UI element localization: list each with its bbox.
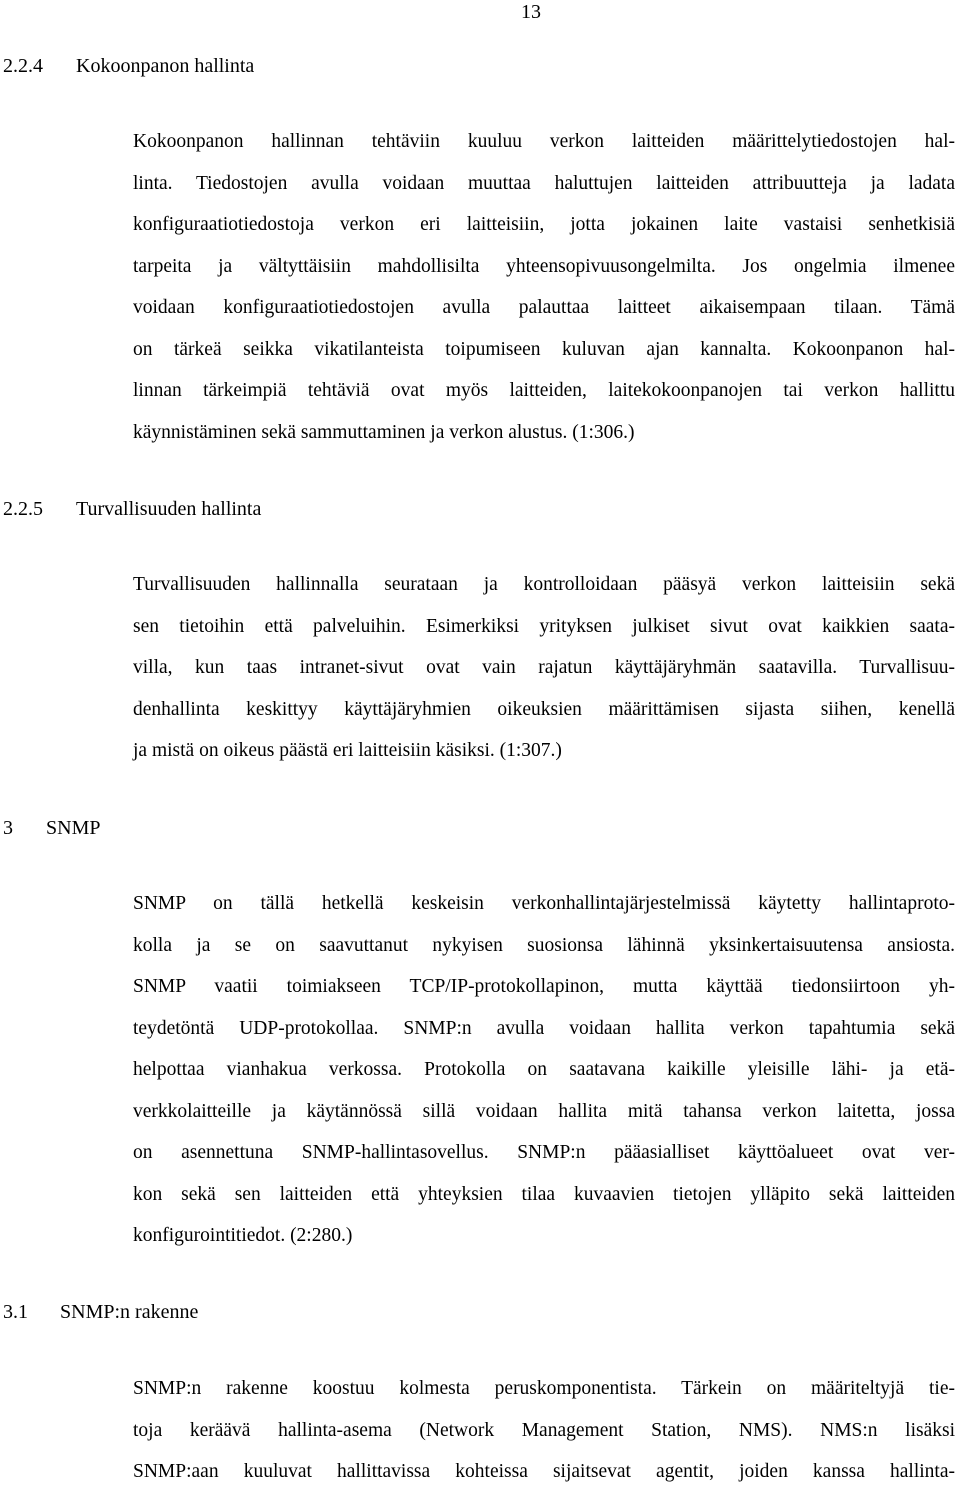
section-number: 3	[3, 817, 13, 839]
section-title: SNMP:n rakenne	[60, 1301, 199, 1323]
paragraph-line: SNMP:aan kuuluvat hallittavissa kohteissa sijaitsevat agentit, joiden kanssa hallinta-	[133, 1461, 955, 1482]
section-number: 2.2.4	[3, 55, 43, 77]
section-heading-2-2-5	[3, 497, 261, 521]
paragraph-line: voidaan konfiguraatiotiedostojen avulla palauttaa laitteet aikaisempaan tilaan. Tämä	[133, 297, 955, 318]
paragraph-line: on asennettuna SNMP-hallintasovellus. SNMP:n pääasialliset käyttöalueet ovat ver-	[133, 1142, 955, 1163]
section-number: 2.2.5	[3, 498, 43, 520]
paragraph-line: denhallinta keskittyy käyttäjäryhmien oikeuksien määrittämisen sijasta siihen, kenellä	[133, 698, 955, 720]
paragraph-turvallisuuden-hallinta	[133, 564, 955, 772]
paragraph-line: tarpeita ja vältyttäisiin mahdollisilta yhteensopivuusongelmilta. Jos ongelmia ilmenee	[133, 255, 955, 277]
paragraph-line: teydetöntä UDP-protokollaa. SNMP:n avulla voidaan hallita verkon tapahtumia sekä	[133, 1017, 955, 1039]
section-heading-3-1	[3, 1300, 198, 1324]
paragraph-line: konfigurointitiedot. (2:280.)	[133, 1225, 353, 1246]
paragraph-line: kon sekä sen laitteiden että yhteyksien tilaa kuvaavien tietojen ylläpito sekä laitteiden	[133, 1183, 955, 1205]
paragraph-line: villa, kun taas intranet-sivut ovat vain rajatun käyttäjäryhmän saatavilla. Turvallisuu-	[133, 657, 955, 678]
paragraph-line: verkkolaitteille ja käytännössä sillä voidaan hallita mitä tahansa verkon laitetta, jossa	[133, 1100, 955, 1122]
paragraph-line: kolla ja se on saavuttanut nykyisen suosionsa lähinnä yksinkertaisuutensa ansiosta.	[133, 934, 955, 956]
section-title: Turvallisuuden hallinta	[76, 498, 262, 520]
paragraph-line: helpottaa vianhakua verkossa. Protokolla on saatavana kaikille yleisille lähi- ja etä-	[133, 1059, 955, 1080]
section-number: 3.1	[3, 1301, 28, 1323]
paragraph-line: konfiguraatiotiedostoja verkon eri laitteisiin, jotta jokainen laite vastaisi senhetkisiä	[133, 214, 955, 235]
paragraph-line: SNMP on tällä hetkellä keskeisin verkonhallintajärjestelmissä käytetty hallintaproto-	[133, 893, 955, 914]
paragraph-kokoonpanon-hallinta	[133, 121, 955, 453]
paragraph-line: toja keräävä hallinta-asema (Network Management Station, NMS). NMS:n lisäksi	[133, 1419, 955, 1441]
section-heading-3	[3, 816, 100, 840]
section-title: SNMP	[46, 817, 101, 839]
paragraph-line: on tärkeä seikka vikatilanteista toipumiseen kuluvan ajan kannalta. Kokoonpanon hal-	[133, 338, 955, 360]
page-number: 13	[521, 1, 541, 23]
paragraph-line: SNMP:n rakenne koostuu kolmesta peruskomponentista. Tärkein on määriteltyjä tie-	[133, 1378, 955, 1399]
section-heading-2-2-4	[3, 54, 254, 78]
section-title: Kokoonpanon hallinta	[76, 55, 255, 77]
paragraph-line: sen tietoihin että palveluihin. Esimerkiksi yrityksen julkiset sivut ovat kaikkien saata-	[133, 615, 955, 637]
paragraph-line: käynnistäminen sekä sammuttaminen ja verkon alustus. (1:306.)	[133, 421, 635, 443]
paragraph-line: ja mistä on oikeus päästä eri laitteisiin käsiksi. (1:307.)	[133, 740, 562, 761]
paragraph-line: Turvallisuuden hallinnalla seurataan ja kontrolloidaan pääsyä verkon laitteisiin sekä	[133, 574, 955, 595]
paragraph-line: linnan tärkeimpiä tehtäviä ovat myös laitteiden, laitekokoonpanojen tai verkon hallittu	[133, 380, 955, 401]
paragraph-snmp	[133, 883, 955, 1257]
paragraph-snmp-rakenne	[133, 1368, 955, 1493]
paragraph-line: Kokoonpanon hallinnan tehtäviin kuuluu verkon laitteiden määrittelytiedostojen hal-	[133, 131, 955, 152]
paragraph-line: SNMP vaatii toimiakseen TCP/IP-protokollapinon, mutta käyttää tiedonsiirtoon yh-	[133, 976, 955, 997]
paragraph-line: linta. Tiedostojen avulla voidaan muuttaa haluttujen laitteiden attribuutteja ja ladata	[133, 172, 955, 194]
